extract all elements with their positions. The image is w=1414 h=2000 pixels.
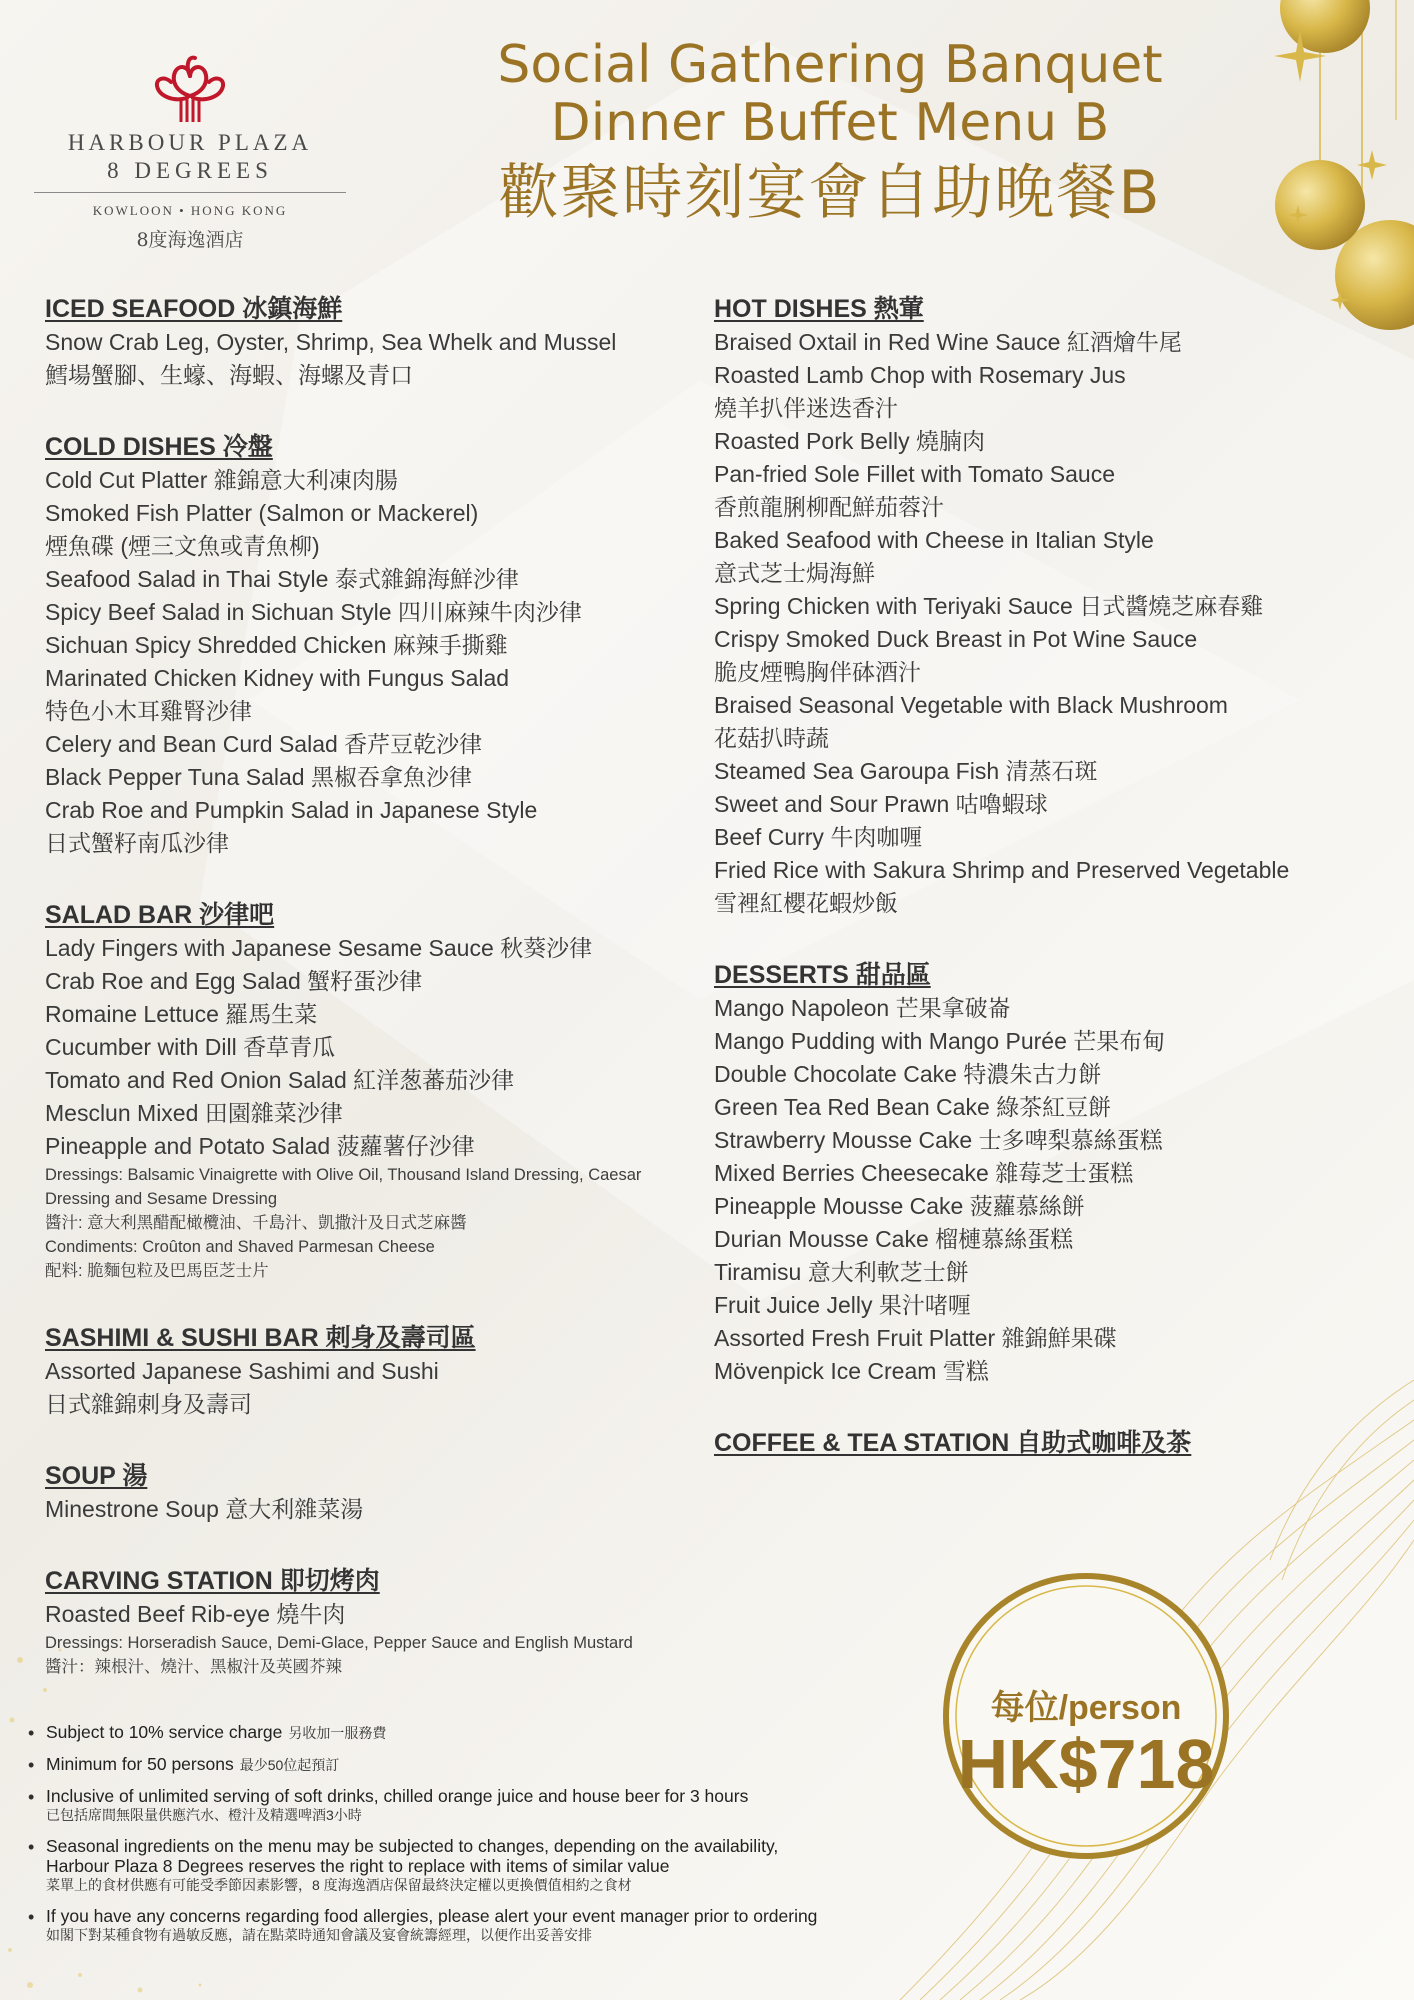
brand-location: KOWLOON • HONG KONG [92, 203, 288, 218]
menu-title [440, 36, 1220, 234]
brand-name-line1: HARBOUR PLAZA [67, 130, 313, 155]
hotel-brand [34, 52, 346, 252]
title-chinese: 歡聚時刻宴會自助晚餐B [498, 158, 1162, 228]
menu-item: Black Pepper Tuna Salad 黑椒吞拿魚沙律 [45, 764, 472, 790]
menu-item: Cucumber with Dill 香草青瓜 [45, 1034, 336, 1060]
menu-item: Beef Curry 牛肉咖喱 [714, 824, 923, 850]
section-title: COLD DISHES 冷盤 [45, 433, 273, 461]
section-title: ICED SEAFOOD 冰鎮海鮮 [45, 295, 343, 323]
note-english-text: Seasonal ingredients on the menu may be subjected to changes, depending on the availability, [46, 1836, 779, 1856]
section-note: Condiments: Croûton and Shaved Parmesan Cheese [45, 1238, 435, 1256]
bullet-icon: • [28, 1755, 35, 1775]
menu-item: Tomato and Red Onion Salad 紅洋葱蕃茄沙律 [45, 1067, 515, 1093]
price-badge [938, 1568, 1234, 1864]
menu-item: Roasted Lamb Chop with Rosemary Jus [714, 362, 1126, 388]
menu-item: Roasted Beef Rib-eye 燒牛肉 [45, 1601, 346, 1627]
section-title: SASHIMI & SUSHI BAR 刺身及壽司區 [45, 1324, 476, 1352]
terms-notes [26, 1722, 966, 1956]
bullet-icon: • [28, 1837, 35, 1857]
menu-item: Fruit Juice Jelly 果汁啫喱 [714, 1292, 971, 1318]
note-item [26, 1906, 966, 1944]
section-title: CARVING STATION 即切烤肉 [45, 1567, 380, 1595]
price-label: 每位/person [990, 1689, 1182, 1727]
menu-item: Snow Crab Leg, Oyster, Shrimp, Sea Whelk and Mussel [45, 329, 617, 355]
section-note: Dressings: Balsamic Vinaigrette with Olive Oil, Thousand Island Dressing, Caesar Dressing and Sesame Dressing [45, 1166, 642, 1208]
note-english [46, 1906, 966, 1926]
title-line2: Dinner Buffet Menu B [550, 93, 1110, 153]
section-title: HOT DISHES 熱葷 [714, 295, 924, 323]
menu-item: 日式雜錦刺身及壽司 [45, 1391, 252, 1417]
menu-item: Tiramisu 意大利軟芝士餅 [714, 1259, 969, 1285]
menu-item: Green Tea Red Bean Cake 綠茶紅豆餅 [714, 1094, 1112, 1120]
menu-section [45, 1459, 705, 1526]
note-english-text: Subject to 10% service charge [46, 1722, 283, 1742]
section-title: COFFEE & TEA STATION 自助式咖啡及茶 [714, 1429, 1192, 1457]
menu-item: Sichuan Spicy Shredded Chicken 麻辣手撕雞 [45, 632, 508, 658]
section-note: Dressings: Horseradish Sauce, Demi-Glace, Pepper Sauce and English Mustard [45, 1634, 633, 1652]
menu-section [714, 1426, 1374, 1460]
menu-item: Mixed Berries Cheesecake 雜莓芝士蛋糕 [714, 1160, 1134, 1186]
note-item [26, 1786, 966, 1824]
menu-section [45, 430, 705, 860]
menu-item: Pineapple and Potato Salad 菠蘿薯仔沙律 [45, 1133, 475, 1159]
menu-item: Durian Mousse Cake 榴槤慕絲蛋糕 [714, 1226, 1074, 1252]
menu-item: Fried Rice with Sakura Shrimp and Preserved Vegetable [714, 857, 1290, 883]
note-english [46, 1836, 966, 1856]
menu-item: Minestrone Soup 意大利雜菜湯 [45, 1496, 364, 1522]
menu-item: 鱈場蟹腳、生蠔、海蝦、海螺及青口 [45, 362, 413, 388]
menu-item: Smoked Fish Platter (Salmon or Mackerel) [45, 500, 479, 526]
menu-item: Baked Seafood with Cheese in Italian Style [714, 527, 1154, 553]
bauhinia-flower-logo-icon [147, 52, 233, 124]
menu-section [45, 898, 705, 1283]
menu-section [45, 1321, 705, 1421]
menu-item: Assorted Fresh Fruit Platter 雜錦鮮果碟 [714, 1325, 1117, 1351]
section-note: 醬汁: 意大利黑醋配橄欖油、千島汁、凱撒汁及日式芝麻醬 [45, 1214, 467, 1232]
note-english [46, 1786, 966, 1806]
menu-item: Marinated Chicken Kidney with Fungus Salad [45, 665, 510, 691]
menu-item: Romaine Lettuce 羅馬生菜 [45, 1001, 318, 1027]
menu-item: Strawberry Mousse Cake 士多啤梨慕絲蛋糕 [714, 1127, 1163, 1153]
menu-section [714, 292, 1374, 920]
menu-item: Pineapple Mousse Cake 菠蘿慕絲餅 [714, 1193, 1085, 1219]
menu-item: Lady Fingers with Japanese Sesame Sauce 秋葵沙律 [45, 935, 593, 961]
menu-item: Assorted Japanese Sashimi and Sushi [45, 1358, 439, 1384]
note-chinese: 已包括席間無限量供應汽水、橙汁及精選啤酒3小時 [46, 1807, 362, 1823]
brand-divider [34, 192, 346, 193]
section-title: SOUP 湯 [45, 1462, 148, 1490]
brand-name-chinese: 8度海逸酒店 [136, 229, 244, 251]
menu-item: Pan-fried Sole Fillet with Tomato Sauce [714, 461, 1115, 487]
note-chinese: 菜單上的食材供應有可能受季節因素影響，8 度海逸酒店保留最終決定權以更換價值相約之食材 [46, 1877, 632, 1893]
brand-name-line2: 8 DEGREES [107, 158, 273, 183]
menu-item: 花菇扒時蔬 [714, 725, 829, 751]
bullet-icon: • [28, 1723, 35, 1743]
menu-item: 特色小木耳雞腎沙律 [45, 698, 252, 724]
menu-column-right [714, 292, 1374, 1498]
menu-item: Crab Roe and Egg Salad 蟹籽蛋沙律 [45, 968, 423, 994]
note-english [46, 1722, 966, 1742]
menu-item: Mesclun Mixed 田園雜菜沙律 [45, 1100, 343, 1126]
note-item [26, 1722, 966, 1742]
section-note: 配料: 脆麵包粒及巴馬臣芝士片 [45, 1262, 269, 1280]
bullet-icon: • [28, 1787, 35, 1807]
section-title: SALAD BAR 沙律吧 [45, 901, 275, 929]
menu-item: Steamed Sea Garoupa Fish 清蒸石斑 [714, 758, 1098, 784]
menu-section [45, 1564, 705, 1679]
menu-item: 雪裡紅櫻花蝦炒飯 [714, 890, 898, 916]
menu-column-left [45, 292, 705, 1717]
menu-item: Spring Chicken with Teriyaki Sauce 日式醬燒芝麻春雞 [714, 593, 1264, 619]
section-title: DESSERTS 甜品區 [714, 961, 931, 989]
note-item [26, 1836, 966, 1894]
menu-item: Celery and Bean Curd Salad 香芹豆乾沙律 [45, 731, 483, 757]
note-english-text: Inclusive of unlimited serving of soft drinks, chilled orange juice and house beer for 3 hours [46, 1786, 749, 1806]
menu-item: 香煎龍脷柳配鮮茄蓉汁 [714, 494, 944, 520]
note-chinese: 如閣下對某種食物有過敏反應，請在點菜時通知會議及宴會統籌經理，以便作出妥善安排 [46, 1927, 592, 1943]
menu-item: Crispy Smoked Duck Breast in Pot Wine Sauce [714, 626, 1198, 652]
menu-item: 意式芝士焗海鮮 [714, 560, 875, 586]
menu-item: Crab Roe and Pumpkin Salad in Japanese Style [45, 797, 538, 823]
note-chinese: 最少50位起預訂 [239, 1757, 340, 1773]
menu-item: 日式蟹籽南瓜沙律 [45, 830, 229, 856]
note-chinese: 另收加一服務費 [288, 1725, 387, 1741]
menu-item: Mango Pudding with Mango Purée 芒果布甸 [714, 1028, 1166, 1054]
menu-item: Double Chocolate Cake 特濃朱古力餅 [714, 1061, 1102, 1087]
menu-section [45, 292, 705, 392]
menu-section [714, 958, 1374, 1388]
note-english [46, 1754, 966, 1774]
title-line1: Social Gathering Banquet [497, 35, 1163, 95]
menu-item: Mövenpick Ice Cream 雪糕 [714, 1358, 989, 1384]
menu-item: Braised Seasonal Vegetable with Black Mushroom [714, 692, 1228, 718]
menu-item: 脆皮煙鴨胸伴砵酒汁 [714, 659, 921, 685]
price-amount: HK$718 [957, 1725, 1215, 1803]
menu-item: Spicy Beef Salad in Sichuan Style 四川麻辣牛肉沙律 [45, 599, 582, 625]
menu-item: Sweet and Sour Prawn 咕嚕蝦球 [714, 791, 1048, 817]
menu-item: Roasted Pork Belly 燒腩肉 [714, 428, 985, 454]
bullet-icon: • [28, 1907, 35, 1927]
note-item [26, 1754, 966, 1774]
gold-ball-ornament-icon [1275, 0, 1414, 330]
menu-item: Seafood Salad in Thai Style 泰式雜錦海鮮沙律 [45, 566, 519, 592]
menu-item: 燒羊扒伴迷迭香汁 [714, 395, 898, 421]
note-english-line2: Harbour Plaza 8 Degrees reserves the right to replace with items of similar value [46, 1856, 670, 1876]
note-english-text: If you have any concerns regarding food allergies, please alert your event manager prior to ordering [46, 1906, 818, 1926]
section-note: 醬汁：辣根汁、燒汁、黑椒汁及英國芥辣 [45, 1658, 342, 1676]
menu-item: Mango Napoleon 芒果拿破崙 [714, 995, 1011, 1021]
menu-item: Braised Oxtail in Red Wine Sauce 紅酒燴牛尾 [714, 329, 1182, 355]
menu-item: 煙魚碟 (煙三文魚或青魚柳) [45, 533, 320, 559]
menu-item: Cold Cut Platter 雜錦意大利凍肉腸 [45, 467, 398, 493]
note-english-text: Minimum for 50 persons [46, 1754, 234, 1774]
